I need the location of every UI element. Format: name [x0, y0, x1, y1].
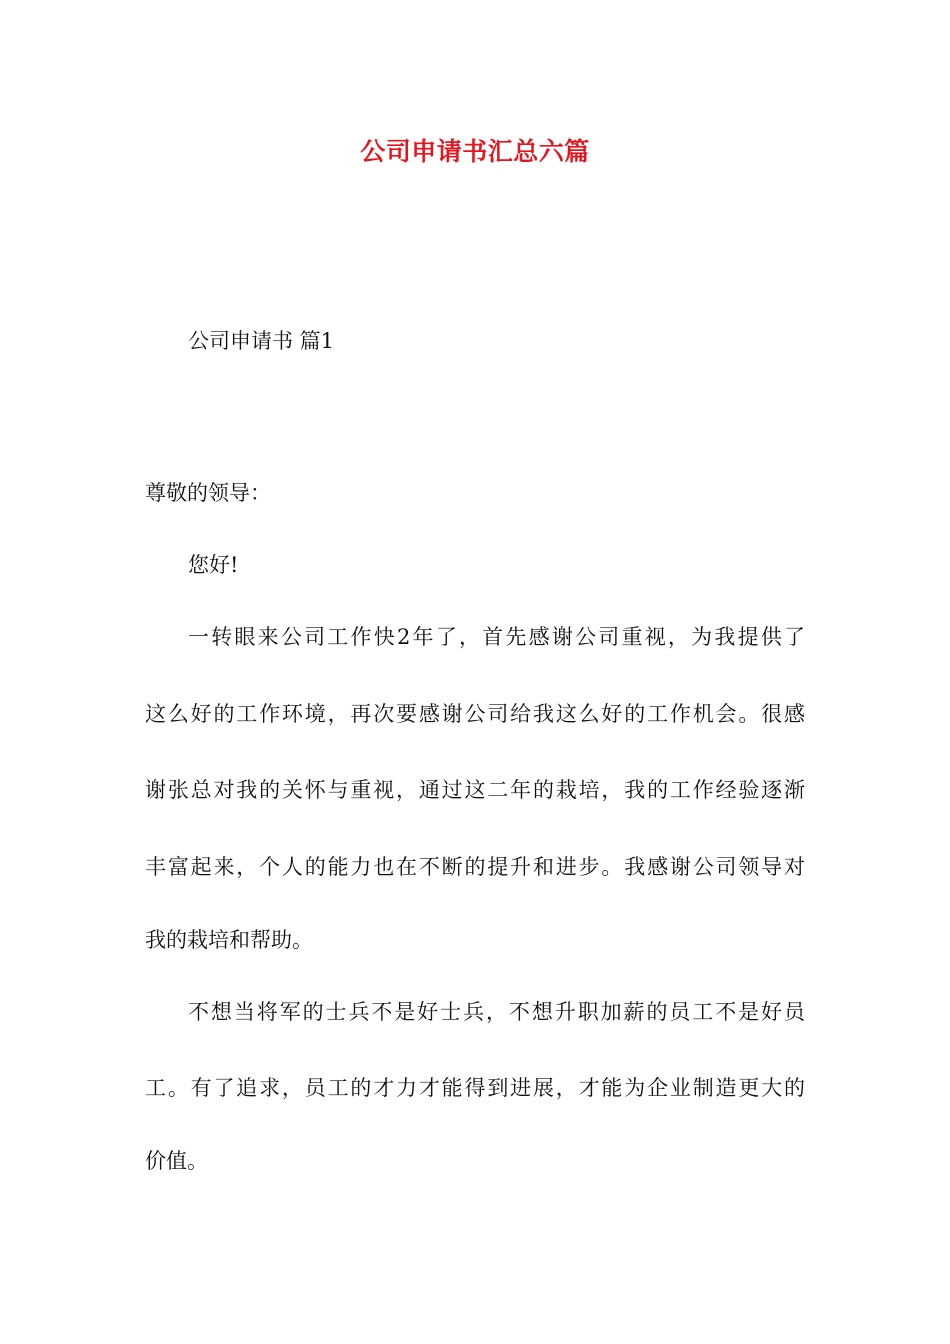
- paragraph-line: 价值。: [145, 1149, 208, 1173]
- paragraph-line: 我的栽培和帮助。: [145, 928, 313, 952]
- paragraph-line: 不想当将军的士兵不是好士兵，不想升职加薪的员工不是好员: [188, 1000, 805, 1024]
- paragraph-line: 工。有了追求，员工的才力才能得到进展，才能为企业制造更大的: [145, 1076, 805, 1100]
- paragraph-line: 这么好的工作环境，再次要感谢公司给我这么好的工作机会。很感: [145, 702, 805, 726]
- salutation: 尊敬的领导：: [145, 481, 271, 505]
- document-title: 公司申请书汇总六篇: [360, 137, 590, 166]
- paragraph-line: 一转眼来公司工作快2年了，首先感谢公司重视，为我提供了: [188, 625, 805, 649]
- paragraph-line: 丰富起来，个人的能力也在不断的提升和进步。我感谢公司领导对: [145, 855, 805, 879]
- section-heading: 公司申请书 篇1: [188, 329, 335, 353]
- greeting: 您好!: [188, 553, 239, 577]
- paragraph-line: 谢张总对我的关怀与重视，通过这二年的栽培，我的工作经验逐渐: [145, 778, 805, 802]
